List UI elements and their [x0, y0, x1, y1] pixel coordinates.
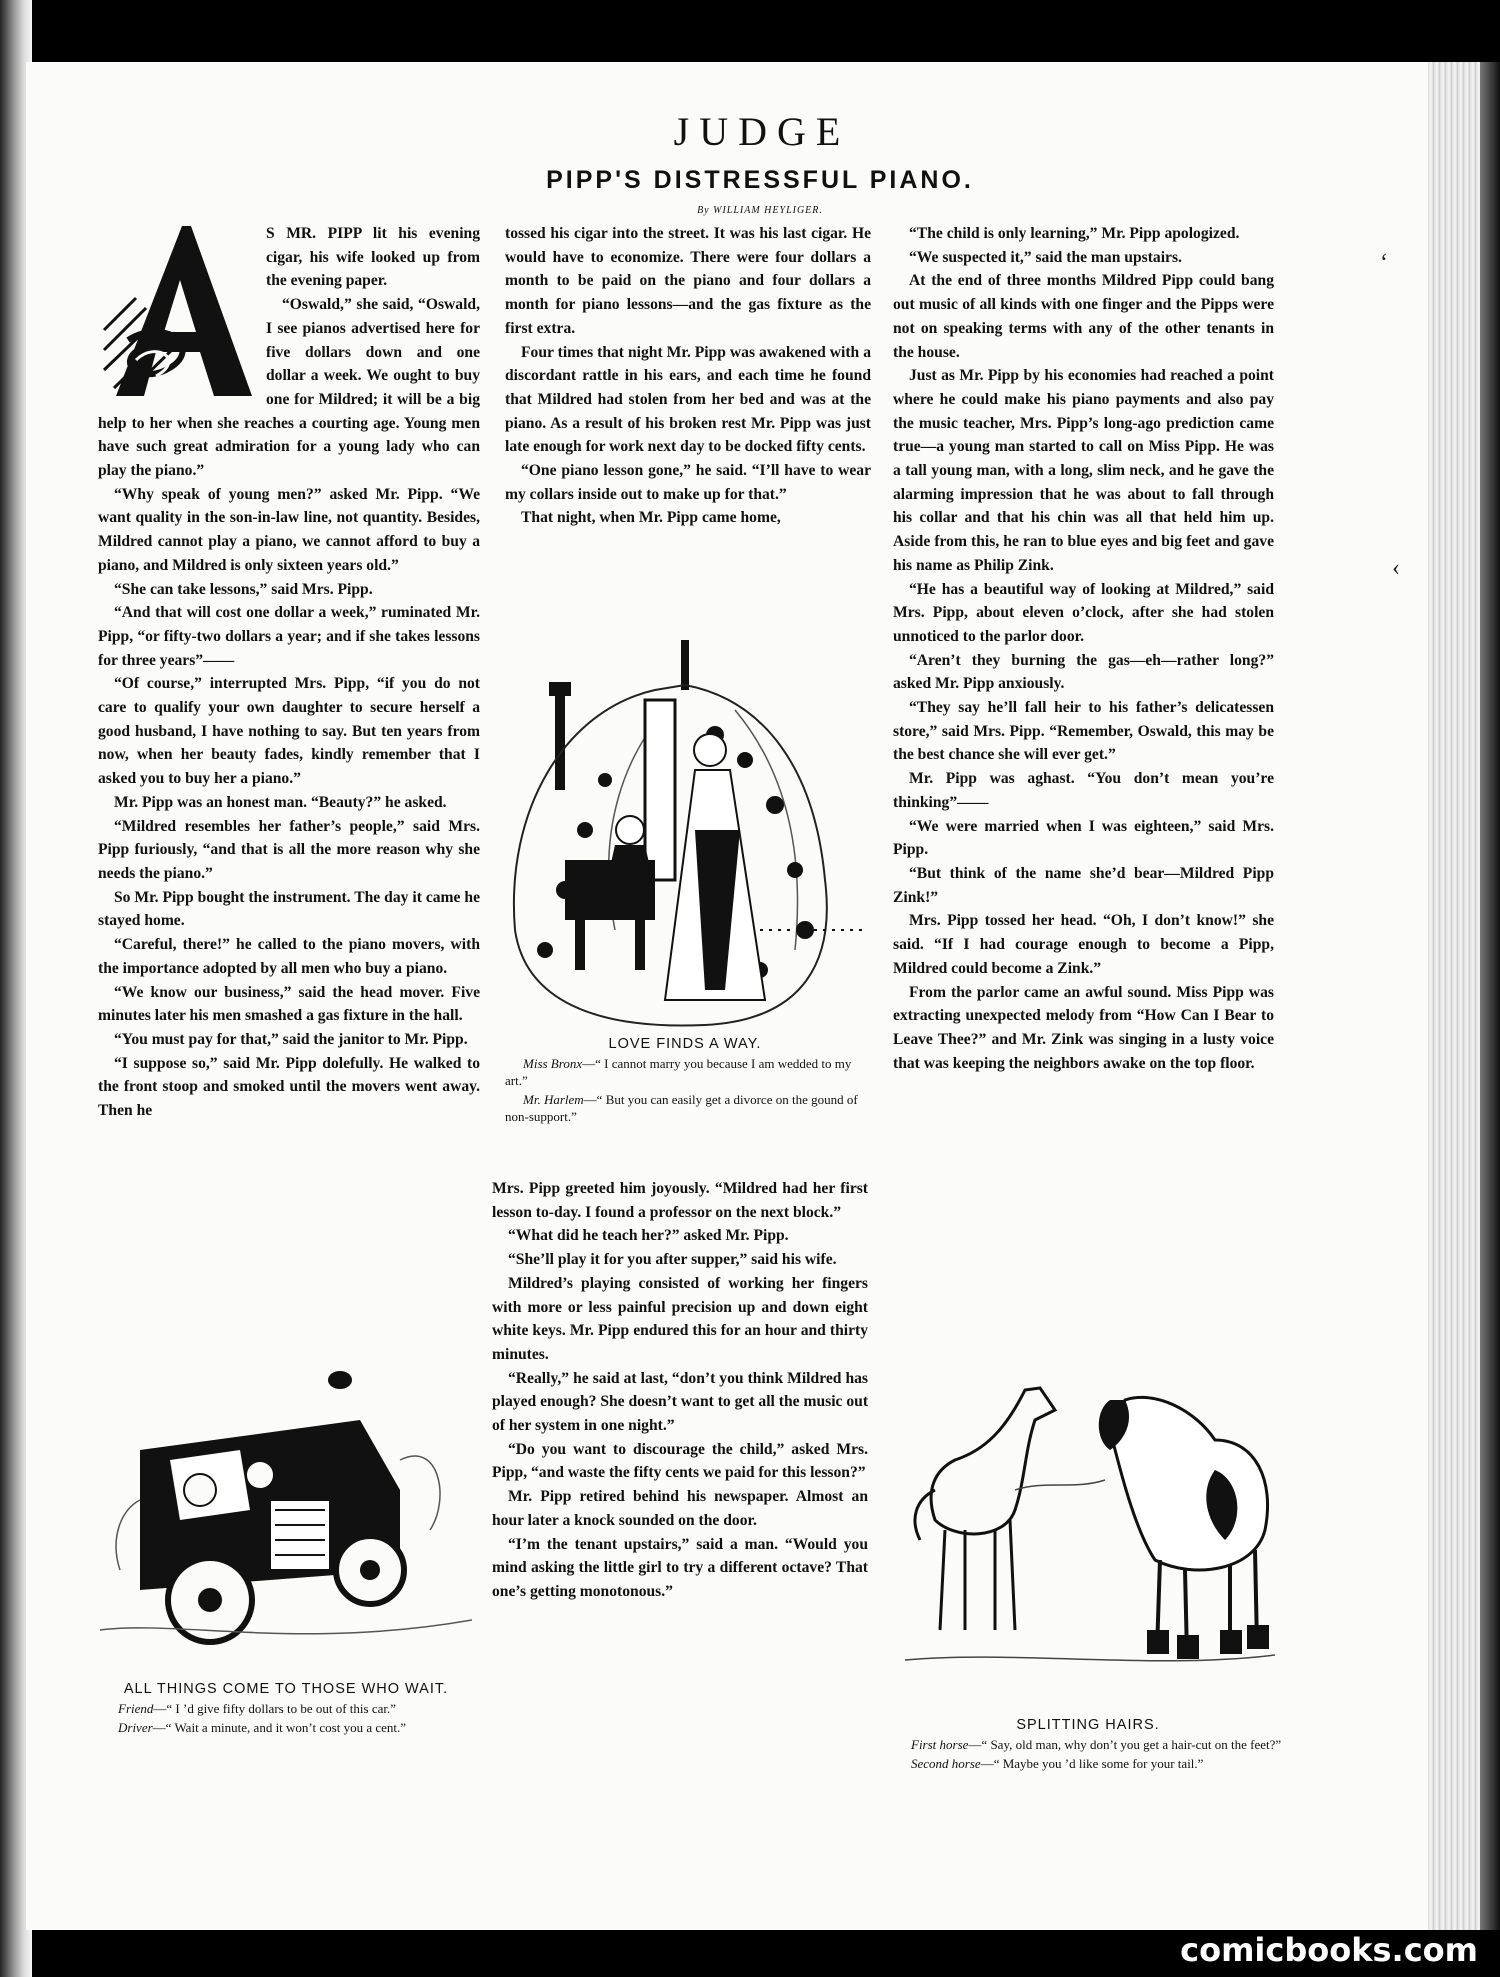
horses-cartoon-line-2 [893, 1755, 1283, 1772]
watermark: comicbooks.com [1180, 1931, 1478, 1969]
paragraph: Mildred’s playing consisted of working her fingers with more or less painful precision up and down eight white keys. Mr. Pipp endured this for an hour and thirty minutes. [492, 1274, 868, 1363]
speaker-name: Driver [118, 1720, 153, 1735]
paragraph: “Mildred resembles her father’s people,” said Mrs. Pipp furiously, “and that is all the more reason why she needs the piano.” [98, 817, 480, 882]
story-column-1 [98, 222, 480, 1123]
paragraph: “Really,” he said at last, “don’t you think Mildred has played enough? She doesn’t want to get all the music out of her system in one night.” [492, 1369, 869, 1435]
story-column-2-bottom [492, 1177, 868, 1604]
dialogue-text: —“ Wait a minute, and it won’t cost you a cent.” [152, 1720, 407, 1735]
piano-cartoon-line-2 [505, 1091, 865, 1125]
car-cartoon-line-2 [100, 1719, 472, 1736]
drop-cap-a [96, 220, 256, 398]
paragraph: “Aren’t they burning the gas—eh—rather long?” asked Mr. Pipp anxiously. [893, 651, 1274, 693]
paragraph: “You must pay for that,” said the janitor to Mr. Pipp. [114, 1030, 468, 1048]
dialogue-text: —“ But you can easily get a divorce on the gound of non-support.” [505, 1092, 858, 1124]
car-cartoon-line-1 [100, 1700, 472, 1717]
paragraph: “We suspected it,” said the man upstairs. [909, 248, 1182, 266]
paragraph: “What did he teach her?” asked Mr. Pipp. [508, 1227, 789, 1245]
margin-mark-icon: ‘ [1380, 250, 1388, 276]
piano-cartoon-line-1 [505, 1055, 865, 1089]
paragraph: From the parlor came an awful sound. Miss Pipp was extracting unexpected melody from “How Can I Bear to Leave Thee?” and Mr. Zink was singing in a lusty voice that was keeping the neighbors awake on the top floor. [893, 983, 1274, 1072]
paragraph: “We were married when I was eighteen,” said Mrs. Pipp. [893, 817, 1274, 859]
paragraph: “I’m the tenant upstairs,” said a man. “Would you mind asking the little girl to try a different octave? That one’s getting monotonous.” [492, 1535, 868, 1600]
horses-cartoon-line-1 [893, 1736, 1283, 1753]
paragraph: “Careful, there!” he called to the piano movers, with the importance adopted by all men who buy a piano. [98, 936, 480, 977]
paragraph: At the end of three months Mildred Pipp could bang out music of all kinds with one finger and the Pipps were not on speaking terms with any of the other tenants in the house. [893, 272, 1274, 361]
paragraph: “And that will cost one dollar a week,” ruminated Mr. Pipp, “or fifty-two dollars a year; and if she takes lessons for three years”—— [98, 604, 480, 669]
byline: By WILLIAM HEYLIGER. [697, 205, 823, 216]
dialogue-text: —“ Say, old man, why don’t you get a hair-cut on the feet?” [968, 1737, 1282, 1752]
paragraph: “Do you want to discourage the child,” asked Mrs. Pipp, “and waste the fifty cents we paid for this lesson?” [492, 1440, 868, 1482]
speaker-name: First horse [911, 1737, 969, 1752]
paragraph: Mr. Pipp retired behind his newspaper. Almost an hour later a knock sounded on the door. [492, 1488, 868, 1529]
paragraph: “Why speak of young men?” asked Mr. Pipp. “We want quality in the son-in-law line, not quantity. Besides, Mildred cannot play a piano, we cannot afford to buy a piano, and Mildred is only sixteen years old.” [98, 485, 480, 574]
piano-cartoon-illustration [505, 630, 865, 1030]
speaker-name: Miss Bronx [523, 1056, 583, 1071]
paragraph: “Oswald,” she said, “Oswald, I see pianos advertised here for five dollars down and one dollar a week. We ought to buy one for Mildred; it will be a big help to her when she reaches a courting age. Young men have such great admiration for a young lady who can play the piano.” [98, 296, 480, 480]
paragraph: “They say he’ll fall heir to his father’s delicatessen store,” said Mrs. Pipp. “Remember, Oswald, this may be the best chance she will ever get.” [893, 699, 1274, 764]
paragraph: “She can take lessons,” said Mrs. Pipp. [114, 580, 373, 598]
dialogue-text: —“ I ’d give fifty dollars to be out of this car.” [153, 1701, 396, 1716]
speaker-name: Mr. Harlem [523, 1092, 584, 1107]
paragraph: Mrs. Pipp greeted him joyously. “Mildred had her first lesson to-day. I found a professor on the next block.” [492, 1180, 868, 1221]
paragraph: “The child is only learning,” Mr. Pipp apologized. [909, 225, 1240, 242]
paragraph: So Mr. Pipp bought the instrument. The day it came he stayed home. [98, 888, 480, 930]
story-title: PIPP'S DISTRESSFUL PIANO. [546, 166, 974, 194]
paragraph: “One piano lesson gone,” he said. “I’ll have to wear my collars inside out to make up for that.” [505, 462, 871, 503]
paragraph: Just as Mr. Pipp by his economies had reached a point where he could make his piano payments and also pay the music teacher, Mrs. Pipp’s long-ago prediction came true—a young man started to call on Miss Pipp. He was a tall young man, with a long, slim neck, and he gave the alarming impression that he was about to fall through his collar and that his chin was all that held him up. Aside from this, he ran to blue eyes and big feet and gave his name as Philip Zink. [893, 367, 1274, 574]
paragraph: tossed his cigar into the street. It was his last cigar. He would have to economize. There were four dollars a month to be paid on the piano and four dollars a month for piano lessons—and the gas fixture as the first extra. [505, 225, 871, 337]
horses-cartoon-caption [893, 1716, 1283, 1772]
paragraph: “Of course,” interrupted Mrs. Pipp, “if you do not care to qualify your own daughter to secure herself a good husband, I have nothing to say. But ten years from now, when her beauty fades, kindly remember that I asked you to buy her a piano.” [98, 675, 480, 788]
story-column-3 [893, 222, 1274, 1075]
paragraph: “She’ll play it for you after supper,” said his wife. [508, 1251, 837, 1269]
paragraph: “He has a beautiful way of looking at Mildred,” said Mrs. Pipp, about eleven o’clock, after she had stolen unnoticed to the parlor door. [893, 580, 1274, 645]
paragraph: “We know our business,” said the head mover. Five minutes later his men smashed a gas fixture in the hall. [98, 983, 480, 1025]
paragraph: S MR. PIPP lit his evening cigar, his wife looked up from the evening paper. [266, 225, 480, 290]
piano-cartoon-caption [505, 1035, 865, 1125]
speaker-name: Friend [118, 1701, 154, 1716]
piano-cartoon-title: LOVE FINDS A WAY. [608, 1036, 762, 1052]
page-shadow [1480, 62, 1500, 1930]
dialogue-text: —“ I cannot marry you because I am wedded to my art.” [505, 1056, 852, 1088]
paragraph: Mr. Pipp was an honest man. “Beauty?” he asked. [114, 793, 447, 811]
car-cartoon-title: ALL THINGS COME TO THOSE WHO WAIT. [123, 1681, 449, 1697]
paragraph: Mrs. Pipp tossed her head. “Oh, I don’t know!” she said. “If I had courage enough to become a Pipp, Mildred could become a Zink.” [893, 912, 1274, 977]
speaker-name: Second horse [911, 1756, 981, 1771]
dialogue-text: —“ Maybe you ’d like some for your tail.” [980, 1756, 1204, 1771]
masthead: JUDGE [673, 109, 851, 154]
paragraph: “I suppose so,” said Mr. Pipp dolefully. He walked to the front stoop and smoked until the movers went away. Then he [98, 1054, 480, 1120]
paragraph: Four times that night Mr. Pipp was awakened with a discordant rattle in his ears, and each time he found that Mildred had stolen from her bed and was at the piano. As a result of his broken rest Mr. Pipp was just late enough for work next day to be docked fifty cents. [505, 343, 871, 456]
page-edges [1428, 62, 1480, 1930]
horses-cartoon-illustration [895, 1370, 1280, 1705]
car-cartoon-caption [100, 1680, 472, 1736]
paragraph: That night, when Mr. Pipp came home, [521, 509, 781, 527]
margin-mark-icon: ‹ [1392, 555, 1400, 581]
story-column-2-top [505, 222, 871, 530]
car-cartoon-illustration [100, 1370, 472, 1670]
paragraph: Mr. Pipp was aghast. “You don’t mean you’re thinking”—— [893, 770, 1274, 811]
horses-cartoon-title: SPLITTING HAIRS. [1016, 1717, 1160, 1733]
paragraph: “But think of the name she’d bear—Mildred Pipp Zink!” [893, 864, 1274, 906]
